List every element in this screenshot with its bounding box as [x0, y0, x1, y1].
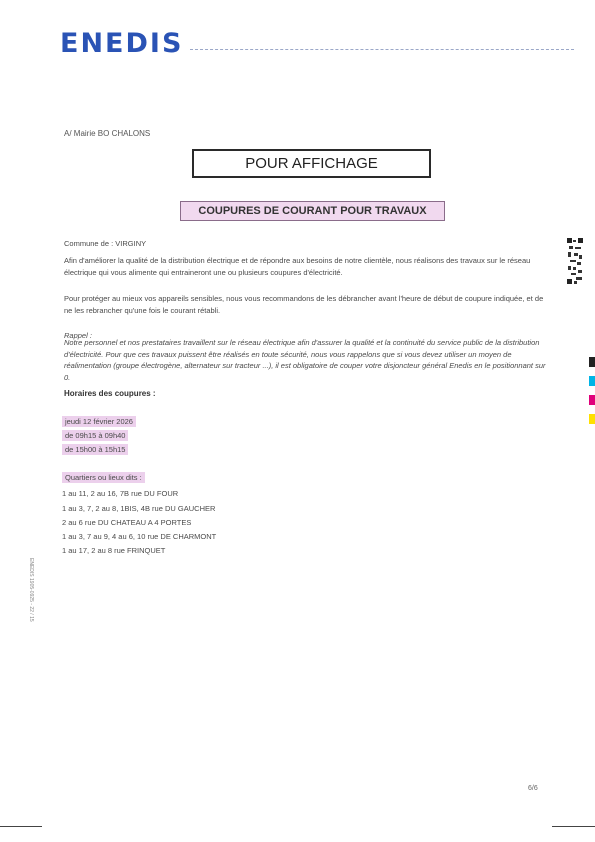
notice-title-box — [192, 149, 431, 178]
street-item: 1 au 3, 7 au 9, 4 au 6, 10 rue DE CHARMONT — [62, 532, 217, 541]
commune-line: Commune de : VIRGINY — [64, 239, 147, 248]
reminder-title: Rappel : — [64, 331, 92, 340]
footer-mark — [552, 826, 595, 827]
time-slot-text: de 15h00 à 15h15 — [62, 444, 128, 455]
street-item: 1 au 11, 2 au 16, 7B rue DU FOUR — [62, 489, 179, 498]
header-divider — [190, 49, 574, 50]
hours-title: Horaires des coupures : — [64, 389, 156, 398]
print-mark-black — [589, 357, 595, 367]
enedis-logo: ENEDIS — [60, 28, 184, 59]
reminder-paragraph: Notre personnel et nos prestataires travaillent sur le réseau électrique afin d'assurer la qualité et la continuité du service public de la distribution d'électricité. Pour que ces travaux puissent être réalisés en toute sécurité, nous vous rappelons que si vous devez utiliser un moyen de réalimentation (groupe électrogène, alternateur sur tracteur ...), il est obligatoire de couper votre disjoncteur général Enedis en le positionnant sur 0. — [64, 338, 546, 382]
print-mark-cyan — [589, 376, 595, 386]
outage-date-text: jeudi 12 février 2026 — [62, 416, 136, 427]
streets-title — [62, 473, 145, 482]
outage-date — [62, 417, 136, 426]
time-slot-text: de 09h15 à 09h40 — [62, 430, 128, 441]
time-slot — [62, 431, 128, 440]
street-item: 2 au 6 rue DU CHATEAU A 4 PORTES — [62, 518, 192, 527]
street-item: 1 au 3, 7, 2 au 8, 1BIS, 4B rue DU GAUCHER — [62, 504, 216, 513]
time-slot — [62, 445, 128, 454]
print-mark-magenta — [589, 395, 595, 405]
print-mark-yellow — [589, 414, 595, 424]
intro-paragraph: Afin d'améliorer la qualité de la distribution électrique et de répondre aux besoins de notre clientèle, nous réalisons des travaux sur le réseau électrique qui vous alimente qui entraineront une ou plusieurs coupures d'électricité. — [64, 256, 531, 277]
protect-paragraph: Pour protéger au mieux vos appareils sensibles, nous vous recommandons de les débrancher avant l'heure de début de coupure indiquée, et de ne les rebrancher qu'une fois le courant rétabli. — [64, 294, 544, 315]
subject-banner — [180, 201, 445, 221]
recipient-line: A/ Mairie BO CHALONS — [64, 129, 151, 138]
footer-mark — [0, 826, 42, 827]
subject-title: COUPURES DE COURANT POUR TRAVAUX — [198, 205, 427, 217]
notice-title: POUR AFFICHAGE — [245, 155, 378, 172]
streets-title-text: Quartiers ou lieux dits : — [62, 472, 145, 483]
street-item: 1 au 17, 2 au 8 rue FRINQUET — [62, 546, 166, 555]
qr-code-icon — [566, 237, 584, 285]
margin-code: ENEDIS 1905-0925 - 22 / 15 — [28, 558, 34, 622]
page-number: 6/6 — [528, 785, 538, 792]
